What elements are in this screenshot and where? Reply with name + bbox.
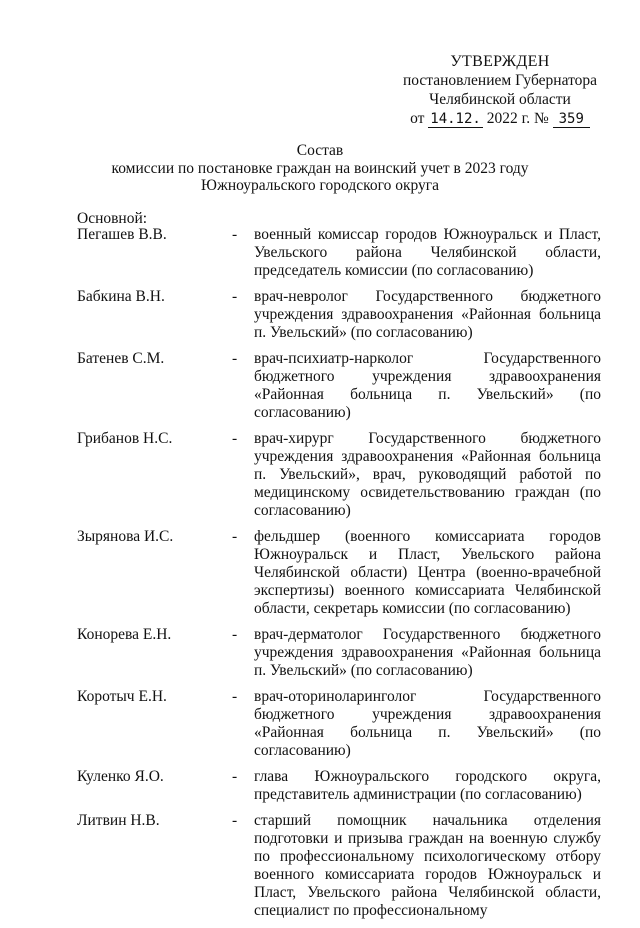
member-name: Литвин Н.В.	[77, 812, 160, 829]
member-name: Пегашев В.В.	[77, 226, 167, 243]
member-role: врач-оториноларинголог Государственного бюджетного учреждения здравоохранения «Районная больница п. Увельский» (по согласованию)	[254, 688, 601, 759]
approval-heading: УТВЕРЖДЕН	[450, 53, 550, 70]
document-title	[0, 142, 640, 195]
member-name: Конорева Е.Н.	[77, 626, 172, 643]
member-name: Батенев С.М.	[77, 350, 165, 367]
member-row	[77, 812, 601, 920]
member-row	[77, 626, 601, 680]
member-role: военный комиссар городов Южноуральск и Пласт, Увельского района Челябинской области, председатель комиссии (по согласованию)	[254, 226, 601, 279]
member-row	[77, 350, 601, 422]
member-role: врач-дерматолог Государственного бюджетного учреждения здравоохранения «Районная больница п. Увельский» (по согласованию)	[254, 626, 601, 679]
approval-number: 359	[553, 111, 590, 128]
date-prefix: от	[410, 110, 425, 127]
member-row	[77, 528, 601, 618]
member-name: Куленко Я.О.	[77, 768, 164, 785]
member-role: врач-психиатр-нарколог Государственного бюджетного учреждения здравоохранения «Районная больница п. Увельский» (по согласованию)	[254, 350, 601, 421]
approval-date-line	[400, 109, 600, 128]
members-list	[77, 226, 601, 928]
approval-line-1: постановлением Губернатора	[402, 72, 598, 89]
member-name: Зырянова И.С.	[77, 528, 174, 545]
member-role: врач-хирург Государственного бюджетного учреждения здравоохранения «Районная больница п. Увельский», врач, руководящий работой по медицинскому освидетельствованию граждан (по согласованию)	[254, 430, 601, 519]
dash: -	[232, 626, 238, 643]
dash: -	[232, 430, 238, 447]
member-role: врач-невролог Государственного бюджетного учреждения здравоохранения «Районная больница п. Увельский» (по согласованию)	[254, 288, 601, 341]
member-name: Бабкина В.Н.	[77, 288, 165, 305]
member-row	[77, 768, 601, 804]
member-name: Грибанов Н.С.	[77, 430, 173, 447]
approval-year: 2022 г. №	[486, 110, 549, 127]
title-line-3: Южноуральского городского округа	[200, 177, 440, 194]
dash: -	[232, 350, 238, 367]
dash: -	[232, 812, 238, 829]
member-role: старший помощник начальника отделения подготовки и призыва граждан на военную службу по профессиональному психологическому отбору военного комиссариата городов Южноуральск и Пласт, Увельского района Челябинской области, специалист по профессиональному	[254, 812, 601, 919]
member-name: Коротыч Е.Н.	[77, 688, 167, 705]
dash: -	[232, 226, 238, 243]
approval-line-2: Челябинской области	[429, 91, 571, 108]
member-role: глава Южноуральского городского округа, представитель администрации (по согласованию)	[254, 768, 601, 803]
title-line-2: комиссии по постановке граждан на воинский учет в 2023 году	[111, 159, 529, 177]
dash: -	[232, 688, 238, 705]
section-label: Основной:	[77, 210, 148, 227]
member-row	[77, 688, 601, 760]
approval-date: 14.12.	[430, 111, 481, 127]
dash: -	[232, 768, 238, 785]
dash: -	[232, 528, 238, 545]
member-row	[77, 226, 601, 280]
member-row	[77, 430, 601, 520]
member-role: фельдшер (военного комиссариата городов Южноуральск и Пласт, Увельского района Челябинской области) Центра (военно-врачебной экспертизы) военного комиссариата Челябинской области, секретарь комиссии (по согласованию)	[254, 528, 601, 617]
title-line-1: Состав	[296, 142, 344, 159]
approval-stamp	[400, 52, 600, 128]
member-row	[77, 288, 601, 342]
dash: -	[232, 288, 238, 305]
